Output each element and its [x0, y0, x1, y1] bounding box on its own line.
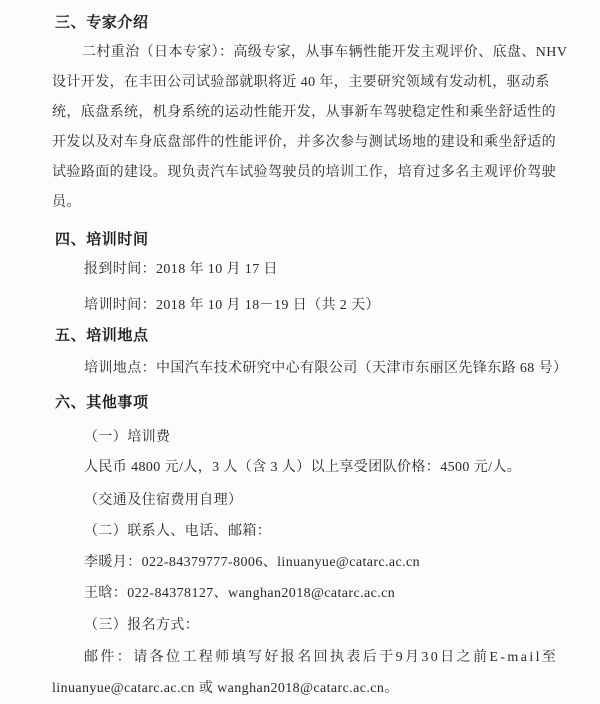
expert-paragraph-line-3: 统，底盘系统，机身系统的运动性能开发，从事新车驾驶稳定性和乘坐舒适性的: [52, 105, 556, 120]
heading-training-venue: 五、培训地点: [55, 328, 149, 344]
heading-expert-introduction: 三、专家介绍: [55, 15, 149, 31]
heading-training-time: 四、培训时间: [55, 232, 149, 248]
registration-item-title: （三）报名方式：: [84, 618, 200, 633]
expert-paragraph-line-6: 员。: [52, 195, 81, 210]
contact-line-wang-han: 王晗：022-84378127、wanghan2018@catarc.ac.cn: [84, 586, 396, 601]
training-time-line: 培训时间：2018 年 10 月 18－19 日（共 2 天）: [84, 298, 380, 313]
fee-detail-line: 人民币 4800 元/人，3 人（含 3 人）以上享受团队价格：4500 元/人。: [84, 460, 522, 475]
venue-address-line: 培训地点：中国汽车技术研究中心有限公司（天津市东丽区先锋东路 68 号）: [84, 361, 568, 376]
expert-paragraph-line-4: 开发以及对车身底盘部件的性能评价，并多次参与测试场地的建设和乘坐舒适的: [52, 135, 556, 150]
contact-line-li-nuanyue: 李暖月：022-84379777-8006、linuanyue@catarc.ac.cn: [84, 555, 421, 570]
fee-note-line: （交通及住宿费用自理）: [84, 493, 243, 508]
fee-item-title: （一）培训费: [84, 430, 171, 445]
registration-method-line-2: linuanyue@catarc.ac.cn 或 wanghan2018@catarc.ac.cn。: [52, 681, 399, 696]
heading-other-matters: 六、其他事项: [55, 395, 149, 411]
expert-paragraph-line-1: 二村重治（日本专家）：高级专家，从事车辆性能开发主观评价、底盘、NHV: [82, 45, 568, 60]
checkin-time-line: 报到时间：2018 年 10 月 17 日: [84, 262, 278, 277]
expert-paragraph-line-2: 设计开发，在丰田公司试验部就职将近 40 年，主要研究领域有发动机，驱动系: [52, 75, 550, 90]
contacts-item-title: （二）联系人、电话、邮箱：: [84, 524, 272, 539]
registration-method-line-1: 邮件：请各位工程师填写好报名回执表后于9月30日之前E-mail至: [84, 650, 559, 665]
expert-paragraph-line-5: 试验路面的建设。现负责汽车试验驾驶员的培训工作，培育过多名主观评价驾驶: [52, 165, 556, 180]
